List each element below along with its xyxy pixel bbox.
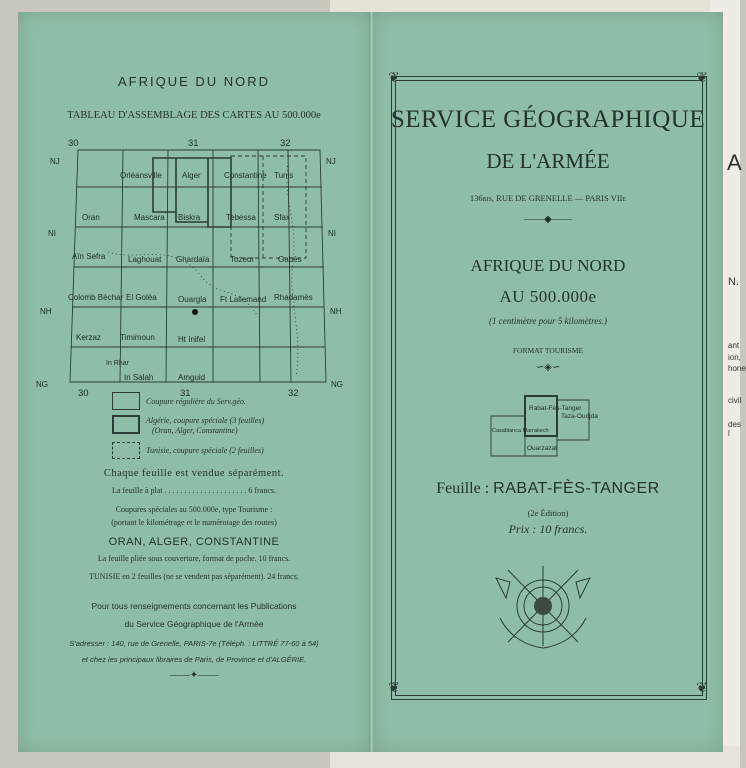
- grid-longitude-label: 31: [180, 388, 191, 399]
- sheet-name: Biskra: [178, 213, 201, 222]
- assembly-table-title: TABLEAU D'ASSEMBLAGE DES CARTES AU 500.000e: [67, 110, 321, 121]
- locator-sheet-label: Ouarzazat: [527, 445, 557, 452]
- background-map-text: civil: [728, 396, 742, 405]
- background-map-text: N.: [728, 276, 739, 288]
- sheet-name: Laghouat: [128, 255, 162, 264]
- sheet-name: In Rhar: [106, 360, 129, 367]
- legend-swatch-regular: [112, 392, 140, 410]
- border-lines: [108, 162, 298, 377]
- ornament-divider: ——✦——: [169, 670, 219, 681]
- sheet-name: Timimoun: [120, 333, 155, 342]
- sale-note: Chaque feuille est vendue séparément.: [103, 468, 285, 479]
- info-line: Pour tous renseignements concernant les Publications: [91, 601, 297, 611]
- grid-longitude-label: 32: [280, 138, 291, 149]
- corner-ornament: ❦: [388, 681, 400, 696]
- grid-latitude-label: NI: [48, 229, 56, 238]
- sheet-name: Rhadamès: [274, 293, 313, 302]
- background-map-text: hone: [728, 364, 746, 373]
- sheet-heading: [373, 480, 723, 498]
- legend-swatch-tunisia: [112, 442, 140, 459]
- format-label: FORMAT TOURISME: [512, 346, 584, 355]
- sheet-name: In Salah: [124, 373, 154, 382]
- sheet-name: Mascara: [134, 213, 165, 222]
- front-cover-panel: [373, 12, 723, 752]
- sheet-price: Prix : 10 francs.: [508, 522, 588, 536]
- region-heading: AFRIQUE DU NORD: [117, 74, 271, 89]
- locator-sheet-label: Casablanca Marrakech: [492, 428, 549, 434]
- corner-ornament: ❦: [696, 71, 708, 86]
- grid-latitude-label: NJ: [326, 157, 336, 166]
- sheet-name: Amguid: [178, 373, 206, 382]
- publisher-title: SERVICE GÉOGRAPHIQUE: [390, 106, 706, 133]
- sheet-name: Orléansville: [120, 171, 162, 180]
- publisher-subtitle: DE L'ARMÉE: [486, 149, 610, 173]
- sheet-name: Kerzaz: [76, 333, 101, 342]
- sheet-index-map: [36, 132, 348, 399]
- sheet-name: Oran: [82, 213, 100, 222]
- background-map-text: ant: [728, 341, 740, 350]
- index-grid-lines: [71, 150, 325, 382]
- sheet-name: Sfax: [274, 213, 291, 222]
- background-map-text: ion,: [728, 353, 741, 362]
- corner-ornament: ❦: [388, 71, 400, 86]
- grid-latitude-label: NI: [328, 229, 336, 238]
- special-sheets-note: Coupures spéciales au 500.000e, type Tourisme :: [115, 505, 273, 514]
- grid-latitude-label: NG: [36, 380, 48, 389]
- grid-latitude-label: NH: [40, 307, 52, 316]
- ornament-divider: ∽◈∽: [535, 362, 561, 373]
- sheet-name: Tebessa: [226, 213, 256, 222]
- corner-ornament: ❦: [696, 681, 708, 696]
- tunisia-price: TUNISIE en 2 feuilles (ne se vendent pas séparément). 24 francs.: [89, 572, 299, 581]
- sheet-name: Gabès: [278, 255, 302, 264]
- info-line: du Service Géographique de l'Armée: [124, 619, 264, 629]
- legend-tunisia: [112, 440, 352, 462]
- legend-label: Coupure régulière du Serv.géo.: [146, 397, 246, 406]
- index-legend: [112, 392, 352, 462]
- grid-longitude-label: 31: [188, 138, 199, 149]
- sheet-prefix: Feuille :: [436, 480, 490, 497]
- sheet-name: Alger: [182, 171, 201, 180]
- special-sheets-detail: (portant le kilométrage et le numérotage des routes): [111, 518, 277, 527]
- ornament-divider: ——◆——: [524, 214, 572, 225]
- grid-longitude-label: 32: [288, 388, 299, 399]
- scale-note: (1 centimètre pour 5 kilomètres.): [488, 316, 608, 326]
- region-title: AFRIQUE DU NORD: [470, 256, 626, 275]
- background-map-letter: A: [727, 150, 742, 175]
- sheet-name: Ht Inifel: [178, 335, 206, 344]
- pocket-format-price: La feuille pliée sous couverture, format de poche. 10 francs.: [97, 554, 291, 563]
- sheet-name: El Goléa: [126, 293, 157, 302]
- background-map-text: des l: [728, 420, 741, 438]
- locator-sheet-label: Taza-Oudjda: [561, 413, 598, 420]
- sheet-name: Ouargla: [178, 295, 207, 304]
- publisher-address: 136bis, RUE DE GRENELLE — PARIS VIIe: [469, 193, 627, 203]
- grid-longitude-label: 30: [78, 388, 89, 399]
- sheet-name: Ft Lallemand: [220, 295, 267, 304]
- oran-alger-constantine-title: ORAN, ALGER, CONSTANTINE: [108, 536, 280, 548]
- legend-label: (Oran, Alger, Constantine): [152, 426, 238, 435]
- contact-address: S'adresser : 140, rue de Grenelle, PARIS-7e (Téléph. : LITTRÉ 77-60 à 54): [69, 639, 319, 648]
- scale-title: AU 500.000e: [499, 287, 597, 306]
- booksellers-note: et chez les principaux libraires de Paris, de Province et d'ALGÉRIE.: [81, 655, 307, 664]
- legend-swatch-algeria: [112, 415, 140, 434]
- sheet-locator-map: [489, 390, 598, 460]
- edition-label: (2e Édition): [527, 508, 569, 518]
- sheet-name: Tunis: [274, 171, 294, 180]
- locator-sheet-label: Rabat-Fès-Tanger: [529, 405, 582, 412]
- legend-label: Algérie, coupure spéciale (3 feuilles): [146, 416, 265, 425]
- sheet-name: Constantine: [224, 171, 267, 180]
- army-emblem: [488, 558, 598, 654]
- back-cover-panel: [18, 12, 370, 752]
- legend-algeria: [112, 414, 352, 440]
- legend-regular: [112, 392, 352, 414]
- sheet-name: Aïn Sefra: [72, 252, 106, 261]
- sheet-name: RABAT-FÈS-TANGER: [493, 480, 660, 497]
- sheet-name: Ghardaïa: [176, 255, 210, 264]
- sheet-name: Colomb Béchar: [68, 293, 124, 302]
- grid-latitude-label: NG: [331, 380, 343, 389]
- legend-label: Tunisie, coupure spéciale (2 feuilles): [146, 446, 264, 455]
- grid-latitude-label: NH: [330, 307, 342, 316]
- grid-latitude-label: NJ: [50, 157, 60, 166]
- grid-longitude-label: 30: [68, 138, 79, 149]
- flat-sheet-price: La feuille à plat . . . . . . . . . . . . . . . . . . . . . 6 francs.: [112, 486, 276, 495]
- sheet-location-marker: [192, 309, 198, 315]
- sheet-name: Tozeur: [230, 255, 255, 264]
